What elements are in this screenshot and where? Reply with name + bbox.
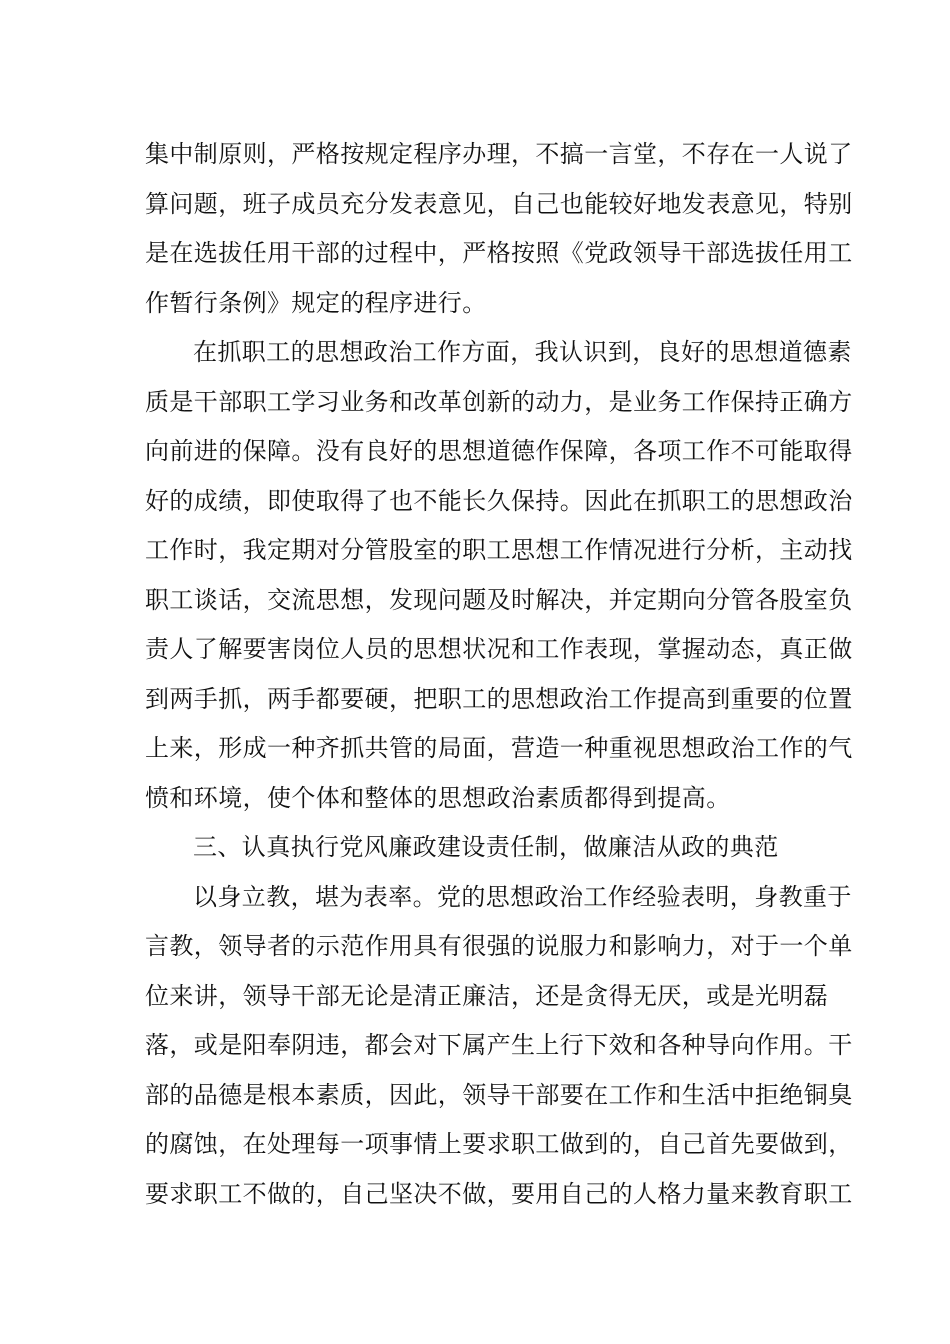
text-line: 好的成绩，即使取得了也不能长久保持。因此在抓职工的思想政治 [145, 486, 853, 515]
text-line: 工作时，我定期对分管股室的职工思想工作情况进行分析，主动找 [145, 536, 853, 564]
text-line: 部的品德是根本素质，因此，领导干部要在工作和生活中拒绝铜臭 [145, 1080, 853, 1109]
paragraph-3 [145, 873, 853, 1220]
text-line: 在抓职工的思想政治工作方面，我认识到，良好的思想道德素 [193, 338, 852, 366]
text-line: 以身立教，堪为表率。党的思想政治工作经验表明，身教重于 [193, 882, 852, 911]
text-line: 要求职工不做的，自己坚决不做，要用自己的人格力量来教育职工 [145, 1179, 853, 1208]
text-line: 职工谈话，交流思想，发现问题及时解决，并定期向分管各股室负 [145, 585, 853, 614]
text-line: 责人了解要害岗位人员的思想状况和工作表现，掌握动态，真正做 [145, 635, 853, 663]
text-line: 到两手抓，两手都要硬，把职工的思想政治工作提高到重要的位置 [145, 684, 853, 713]
text-line: 是在选拔任用干部的过程中，严格按照《党政领导干部选拔任用工 [145, 239, 853, 267]
text-line: 作暂行条例》规定的程序进行。 [145, 288, 487, 317]
text-line: 位来讲，领导干部无论是清正廉洁，还是贪得无厌，或是光明磊 [145, 981, 829, 1010]
text-line: 算问题，班子成员充分发表意见，自己也能较好地发表意见，特别 [145, 189, 853, 218]
text-line: 的腐蚀，在处理每一项事情上要求职工做到的，自己首先要做到， [145, 1130, 853, 1158]
text-line: 集中制原则，严格按规定程序办理，不搞一言堂，不存在一人说了 [145, 140, 853, 168]
text-line: 落，或是阳奉阴违，都会对下属产生上行下效和各种导向作用。干 [145, 1031, 853, 1059]
text-line: 向前进的保障。没有良好的思想道德作保障，各项工作不可能取得 [145, 437, 853, 465]
text-line: 上来，形成一种齐抓共管的局面，营造一种重视思想政治工作的气 [145, 734, 853, 762]
text-line: 愤和环境，使个体和整体的思想政治素质都得到提高。 [145, 783, 731, 812]
paragraph-2 [145, 328, 853, 823]
document-body [145, 130, 853, 1219]
text-line: 言教，领导者的示范作用具有很强的说服力和影响力，对于一个单 [145, 932, 853, 960]
text-line: 质是干部职工学习业务和改革创新的动力，是业务工作保持正确方 [145, 387, 853, 416]
paragraph-1 [145, 130, 853, 328]
section-heading-3: 三、认真执行党风廉政建设责任制，做廉洁从政的典范 [193, 833, 779, 861]
